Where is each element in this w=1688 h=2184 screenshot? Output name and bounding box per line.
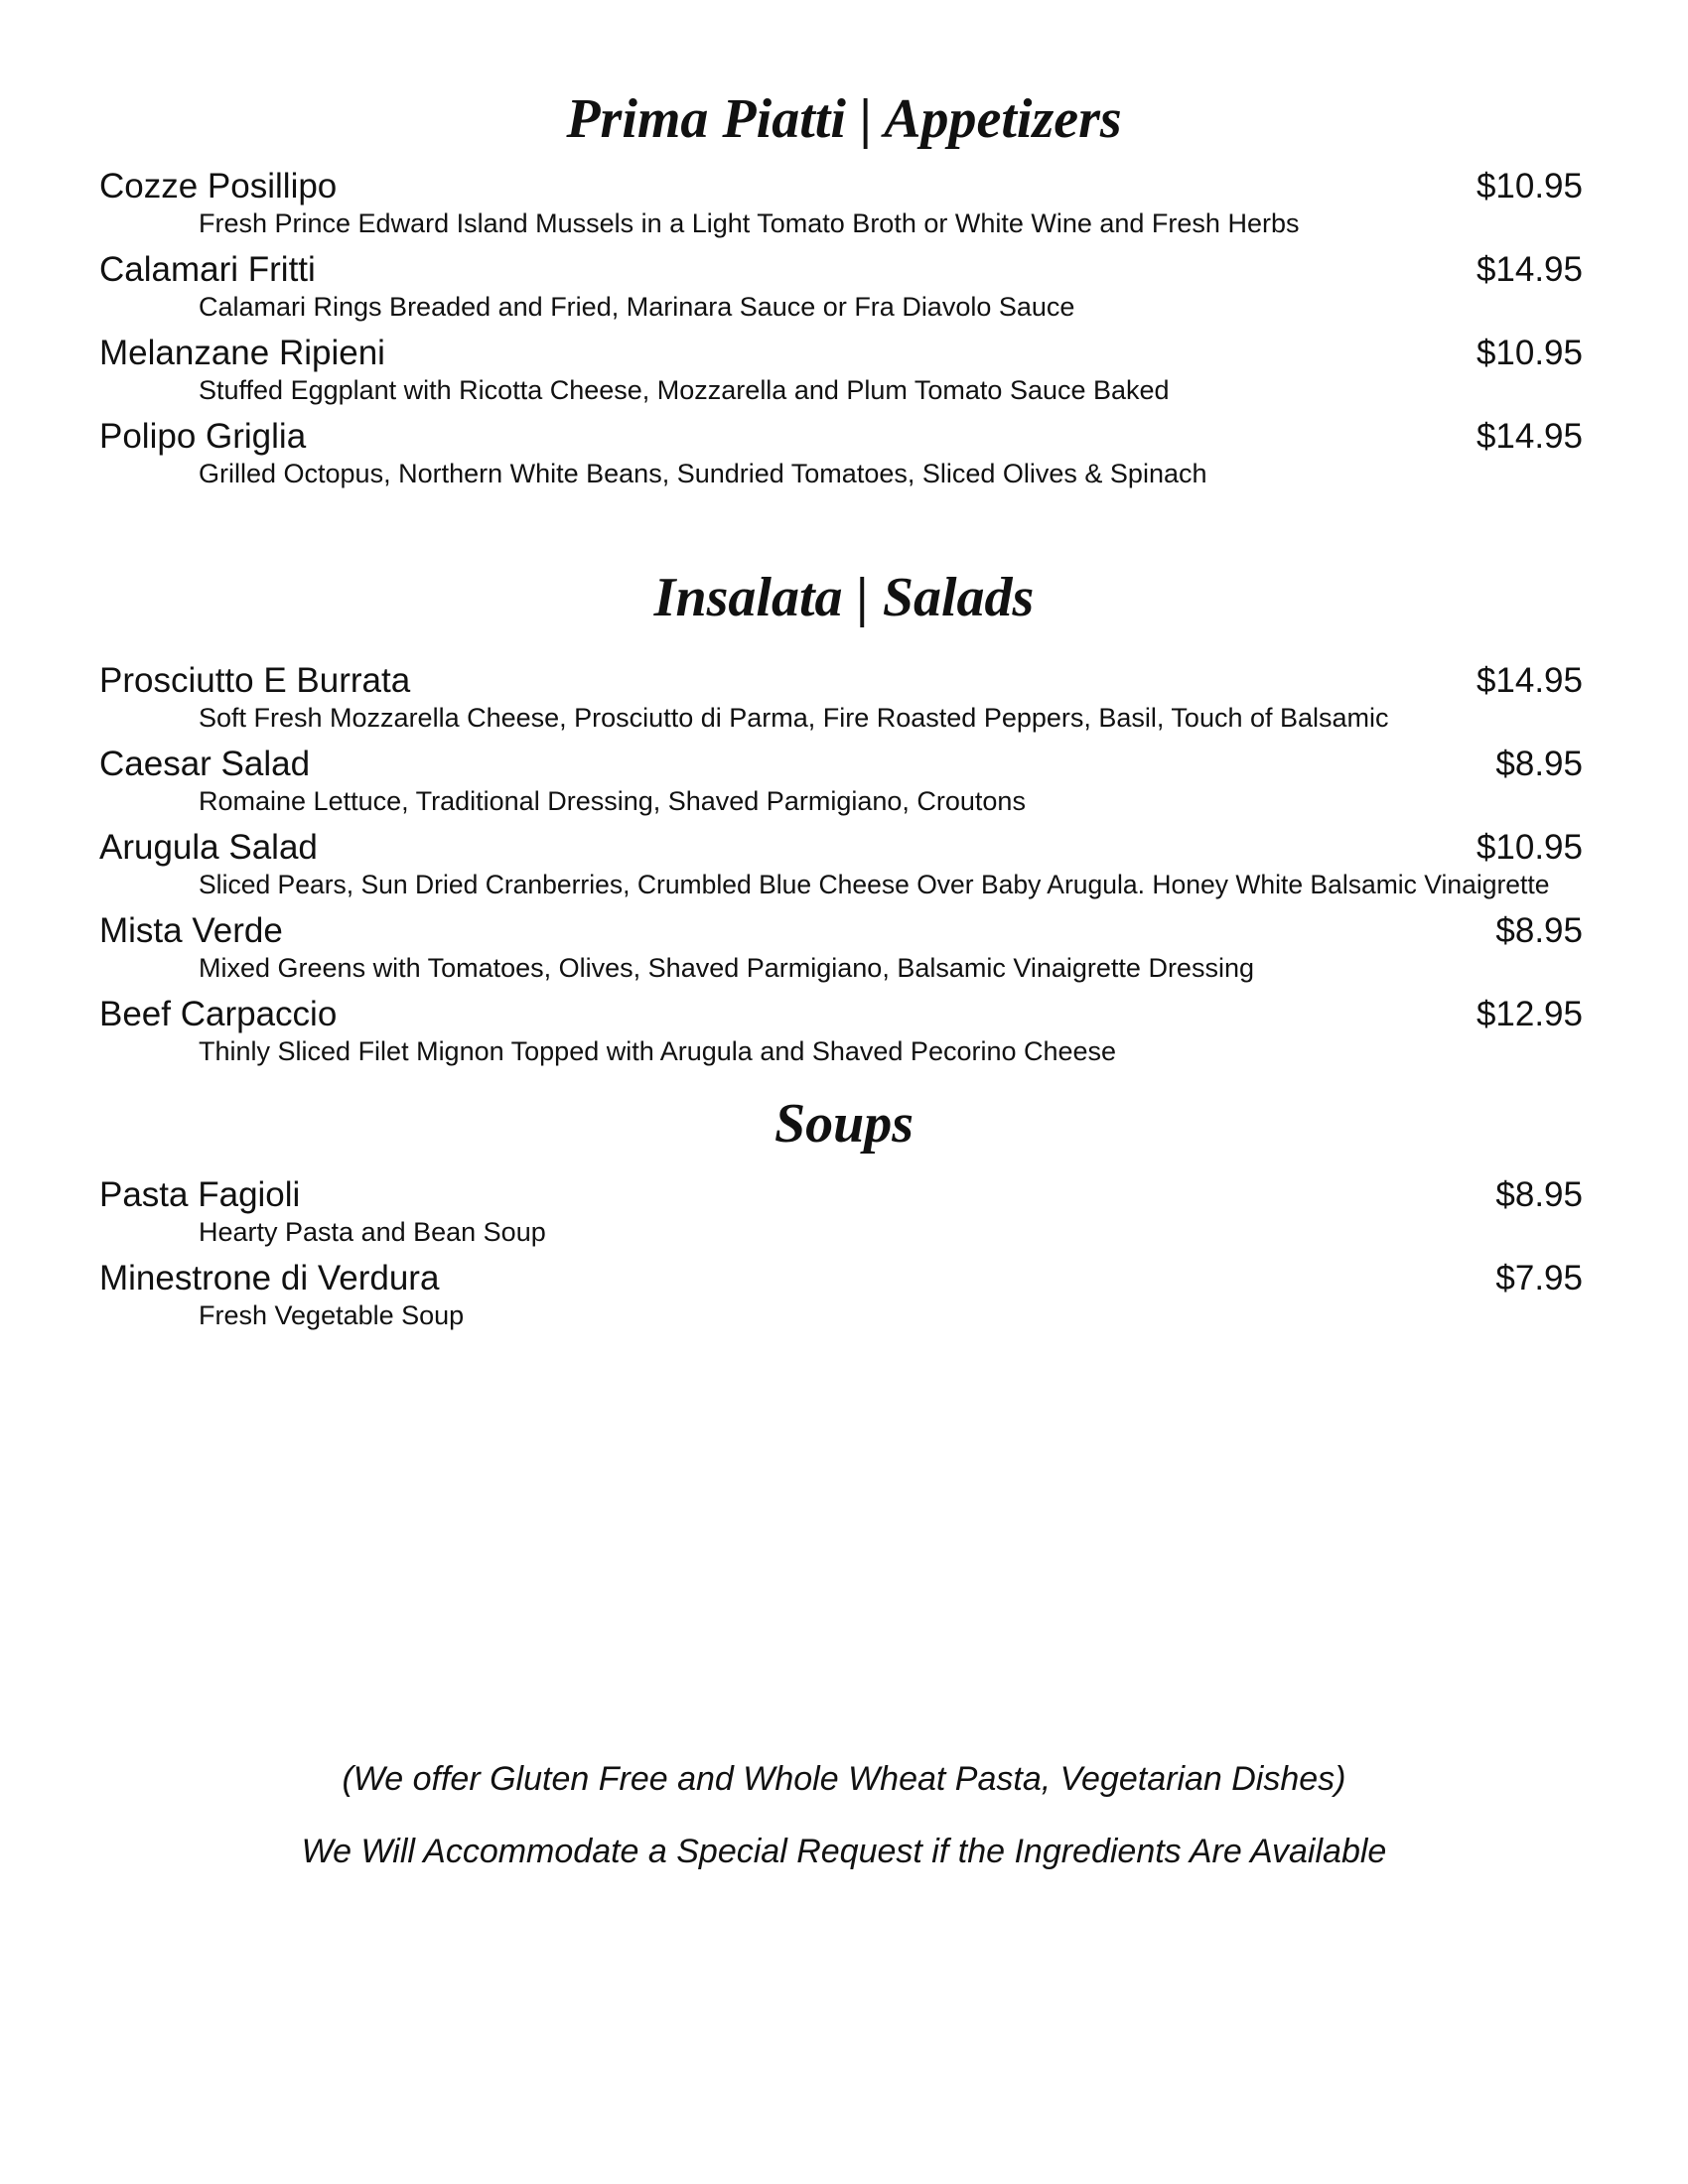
item-description: Romaine Lettuce, Traditional Dressing, Shaved Parmigiano, Croutons: [199, 786, 1026, 816]
item-description: Fresh Prince Edward Island Mussels in a Light Tomato Broth or White Wine and Fresh Herbs: [199, 208, 1300, 238]
item-price: $12.95: [1476, 995, 1583, 1033]
menu-item: [99, 1173, 1583, 1257]
menu-item: [99, 248, 1583, 332]
menu-item: [99, 993, 1583, 1076]
item-description: Hearty Pasta and Bean Soup: [199, 1217, 546, 1247]
item-name: Cozze Posillipo: [99, 167, 338, 205]
item-description: Sliced Pears, Sun Dried Cranberries, Crumbled Blue Cheese Over Baby Arugula. Honey White Balsamic Vinaigrette: [199, 870, 1550, 899]
item-price: $10.95: [1476, 167, 1583, 205]
item-description: Soft Fresh Mozzarella Cheese, Prosciutto di Parma, Fire Roasted Peppers, Basil, Touch of Balsamic: [199, 703, 1389, 733]
item-name: Mista Verde: [99, 911, 283, 950]
item-name: Pasta Fagioli: [99, 1175, 301, 1214]
menu-item: [99, 332, 1583, 415]
menu-item: [99, 659, 1583, 743]
item-name: Polipo Griglia: [99, 417, 307, 456]
menu-item: [99, 1257, 1583, 1340]
item-description: Stuffed Eggplant with Ricotta Cheese, Mozzarella and Plum Tomato Sauce Baked: [199, 375, 1170, 405]
item-name: Beef Carpaccio: [99, 995, 338, 1033]
menu-item: [99, 826, 1583, 909]
item-name: Arugula Salad: [99, 828, 318, 867]
item-description: Mixed Greens with Tomatoes, Olives, Shaved Parmigiano, Balsamic Vinaigrette Dressing: [199, 953, 1254, 983]
item-name: Caesar Salad: [99, 745, 311, 783]
footer-note-dietary: (We offer Gluten Free and Whole Wheat Pasta, Vegetarian Dishes): [342, 1760, 1346, 1798]
menu-item: [99, 165, 1583, 248]
item-description: Fresh Vegetable Soup: [199, 1300, 465, 1330]
item-description: Calamari Rings Breaded and Fried, Marinara Sauce or Fra Diavolo Sauce: [199, 292, 1075, 322]
menu-item: [99, 415, 1583, 498]
section-title-appetizers: Prima Piatti | Appetizers: [566, 88, 1122, 150]
item-price: $14.95: [1476, 661, 1583, 700]
item-price: $7.95: [1495, 1259, 1583, 1297]
item-price: $10.95: [1476, 334, 1583, 372]
item-name: Melanzane Ripieni: [99, 334, 385, 372]
item-price: $8.95: [1495, 911, 1583, 950]
item-description: Thinly Sliced Filet Mignon Topped with Arugula and Shaved Pecorino Cheese: [199, 1036, 1117, 1066]
item-description: Grilled Octopus, Northern White Beans, Sundried Tomatoes, Sliced Olives & Spinach: [199, 459, 1207, 488]
item-name: Calamari Fritti: [99, 250, 316, 289]
menu-item: [99, 909, 1583, 993]
item-price: $8.95: [1495, 1175, 1583, 1214]
item-name: Prosciutto E Burrata: [99, 661, 411, 700]
item-price: $10.95: [1476, 828, 1583, 867]
section-title-salads: Insalata | Salads: [653, 567, 1035, 628]
item-price: $8.95: [1495, 745, 1583, 783]
menu-item: [99, 743, 1583, 826]
item-price: $14.95: [1476, 250, 1583, 289]
section-title-soups: Soups: [774, 1093, 914, 1155]
footer-note-special-request: We Will Accommodate a Special Request if the Ingredients Are Available: [301, 1833, 1387, 1870]
item-name: Minestrone di Verdura: [99, 1259, 440, 1297]
item-price: $14.95: [1476, 417, 1583, 456]
